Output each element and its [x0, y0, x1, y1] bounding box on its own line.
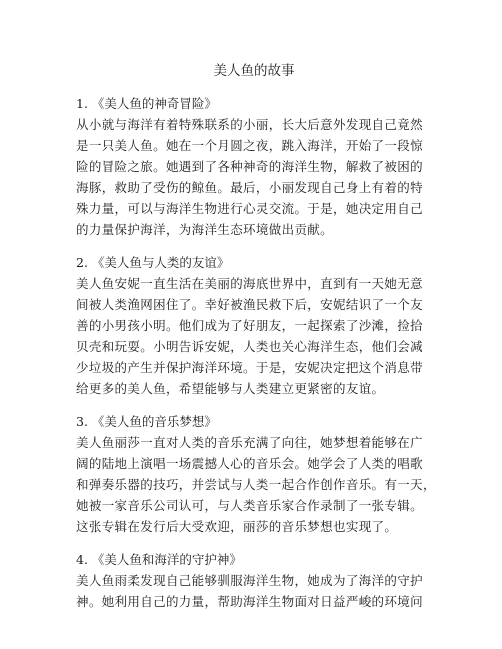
paragraph-line: 阔的陆地上演唱一场震撼人心的音乐会。她学会了人类的唱歌 [76, 456, 423, 471]
section-body [76, 114, 432, 240]
sections-container [76, 94, 436, 612]
section-body [76, 273, 432, 399]
paragraph-line: 神。她利用自己的力量，帮助海洋生物面对日益严峻的环境问 [76, 594, 423, 609]
story-section [76, 550, 432, 612]
section-heading: 2. 《美人鱼与人类的友谊》 [76, 255, 230, 270]
paragraph-line: 少垃圾的产生并保护海洋环境。于是，安妮决定把这个消息带 [76, 360, 423, 375]
section-body [76, 432, 436, 537]
paragraph-line: 这张专辑在发行后大受欢迎，丽莎的音乐梦想也实现了。 [76, 519, 398, 534]
section-heading: 4. 《美人鱼和海洋的守护神》 [76, 552, 242, 567]
paragraph-line: 美人鱼雨柔发现自己能够驯服海洋生物，她成为了海洋的守护 [76, 573, 423, 588]
paragraph-line: 是一只美人鱼。她在一个月圆之夜，跳入海洋，开始了一段惊 [76, 138, 423, 153]
paragraph-line: 海豚，救助了受伤的鲸鱼。最后，小丽发现自己身上有着的特 [76, 180, 423, 195]
section-heading: 3. 《美人鱼的音乐梦想》 [76, 414, 217, 429]
paragraph-line: 善的小男孩小明。他们成为了好朋友，一起探索了沙滩，捡拾 [76, 318, 423, 333]
paragraph-line: 殊力量，可以与海洋生物进行心灵交流。于是，她决定用自己 [76, 201, 423, 216]
paragraph-line: 和弹奏乐器的技巧，并尝试与人类一起合作创作音乐。有一天， [76, 477, 436, 492]
paragraph-line: 的力量保护海洋，为海洋生态环境做出贡献。 [76, 222, 334, 237]
section-heading: 1. 《美人鱼的神奇冒险》 [76, 96, 217, 111]
paragraph-line: 给更多的美人鱼，希望能够与人类建立更紧密的友谊。 [76, 381, 385, 396]
story-section [76, 94, 432, 240]
story-section [76, 412, 436, 537]
section-body [76, 570, 432, 612]
paragraph-line: 间被人类渔网困住了。幸好被渔民救下后，安妮结识了一个友 [76, 297, 423, 312]
paragraph-line: 美人鱼安妮一直生活在美丽的海底世界中，直到有一天她无意 [76, 276, 423, 291]
paragraph-line: 从小就与海洋有着特殊联系的小丽，长大后意外发现自己竟然 [76, 117, 423, 132]
paragraph-line: 险的冒险之旅。她遇到了各种神奇的海洋生物，解救了被困的 [76, 159, 423, 174]
paragraph-line: 贝壳和玩耍。小明告诉安妮，人类也关心海洋生态，他们会减 [76, 339, 423, 354]
document-title: 美人鱼的故事 [213, 63, 295, 79]
paragraph-line: 美人鱼丽莎一直对人类的音乐充满了向往，她梦想着能够在广 [76, 435, 423, 450]
story-section [76, 253, 432, 399]
paragraph-line: 她被一家音乐公司认可，与人类音乐家合作录制了一张专辑。 [76, 498, 423, 513]
